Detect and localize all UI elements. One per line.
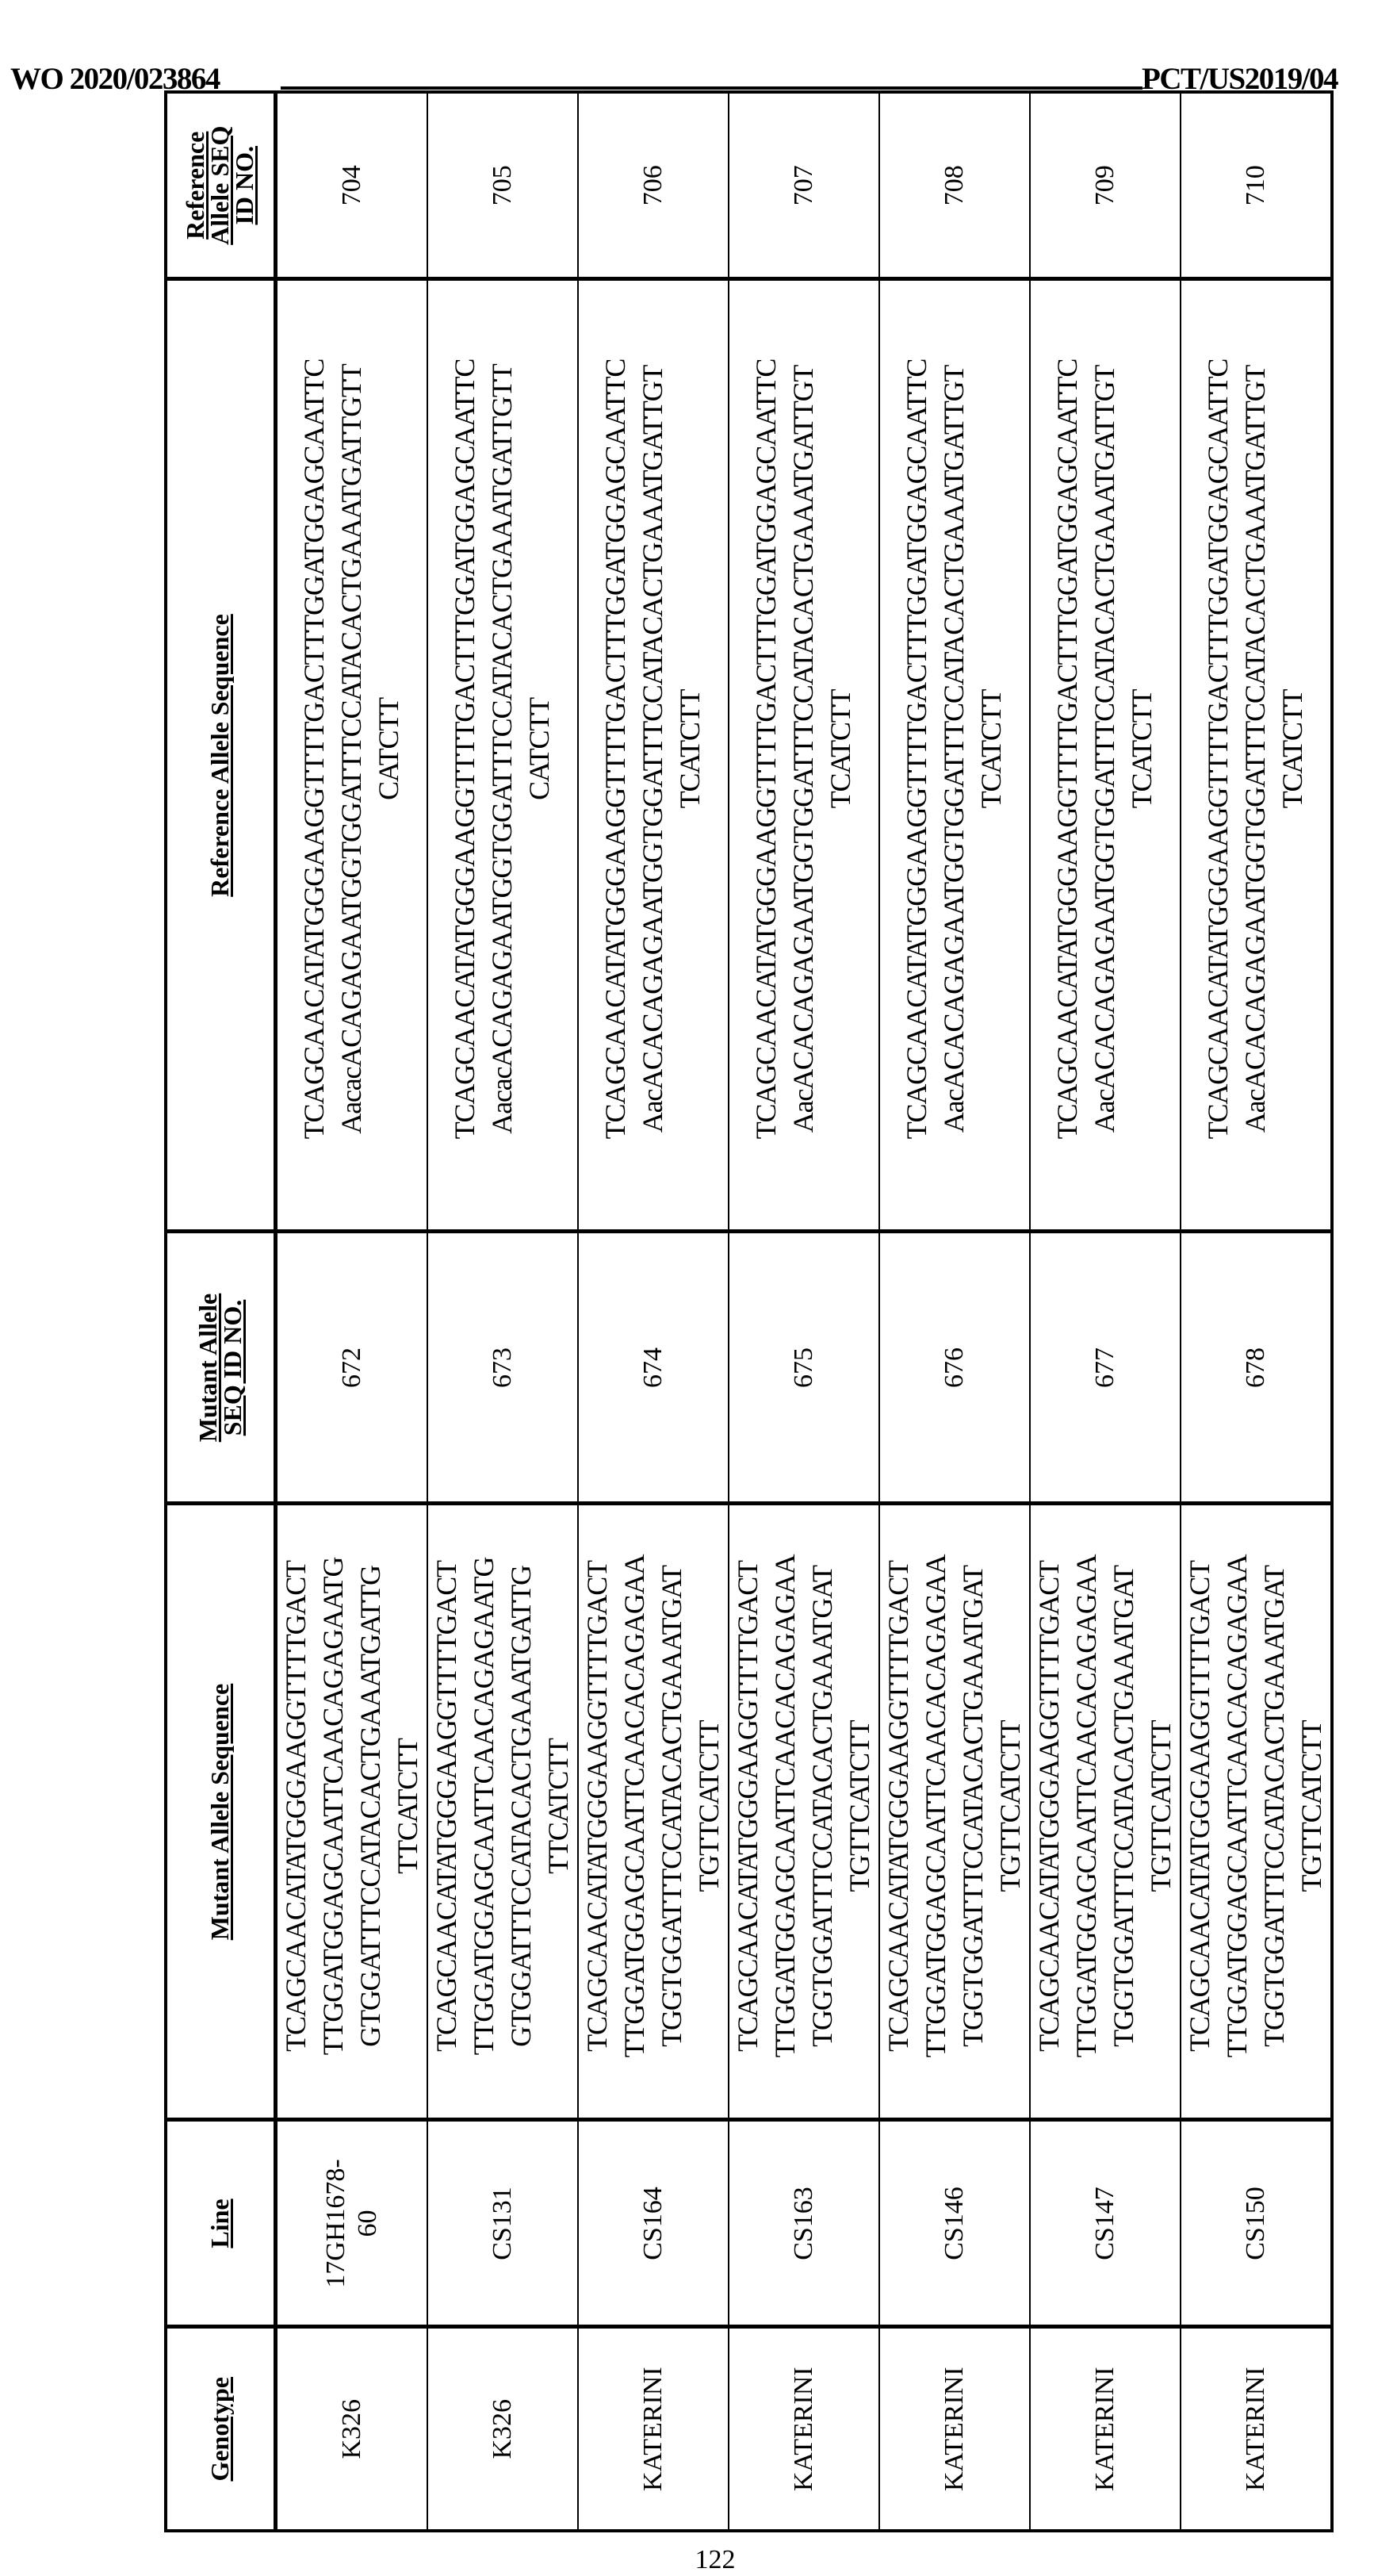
genotype-cell: K326 — [275, 2327, 427, 2531]
mutant-sequence-cell: TCAGCAACATATGGGAAGGTTTTGACT TTGGATGGAGCAATTCAACAGAGAATG GTGGATTTCCATACACTGAAATGATTG TTCATCTT — [427, 1504, 578, 2120]
line-cell: CS131 — [427, 2120, 578, 2327]
mutant-sequence-cell: TCAGCAACATATGGGAAGGTTTTGACT TTGGATGGAGCAATTCAACACAGAGAA TGGTGGATTTCCATACACTGAAATGAT TGTTCATCTT — [879, 1504, 1030, 2120]
genotype-cell: KATERINI — [578, 2327, 729, 2531]
mutant-seq-id-cell: 673 — [427, 1232, 578, 1504]
reference-sequence-cell: TCAGCAACATATGGGAAGGTTTTGACTTTGGATGGAGCAATTC AacacACAGAGAATGGTGGATTTCCATACACTGAAATGATTGTT CATCTT — [427, 279, 578, 1232]
mutant-seq-id-cell: 678 — [1181, 1232, 1332, 1504]
genotype-cell: KATERINI — [1030, 2327, 1181, 2531]
mutant-sequence-cell: TCAGCAACATATGGGAAGGTTTTGACT TTGGATGGAGCAATTCAACACAGAGAA TGGTGGATTTCCATACACTGAAATGAT TGTTCATCTT — [1030, 1504, 1181, 2120]
reference-seq-id-cell: 709 — [1030, 92, 1181, 279]
line-cell: CS147 — [1030, 2120, 1181, 2327]
table-row — [729, 92, 879, 2531]
page-header — [0, 0, 1374, 95]
mutant-seq-id-cell: 672 — [275, 1232, 427, 1504]
reference-sequence-cell: TCAGCAACATATGGGAAGGTTTTGACTTTGGATGGAGCAATTC AacACACAGAGAATGGTGGATTTCCATACACTGAAATGATTGT TCATCTT — [1030, 279, 1181, 1232]
reference-seq-id-cell: 710 — [1181, 92, 1332, 279]
header-mutant-allele-sequence: Mutant Allele Sequence — [166, 1504, 275, 2120]
table-row — [879, 92, 1030, 2531]
reference-sequence-cell: TCAGCAACATATGGGAAGGTTTTGACTTTGGATGGAGCAATTC AacacACAGAGAATGGTGGATTTCCATACACTGAAATGATTGTT CATCTT — [275, 279, 427, 1232]
mutant-sequence-cell: TCAGCAACATATGGGAAGGTTTTGACT TTGGATGGAGCAATTCAACAGAGAATG GTGGATTTCCATACACTGAAATGATTG TTCATCTT — [275, 1504, 427, 2120]
table-header-row — [166, 92, 275, 2531]
reference-sequence-cell: TCAGCAACATATGGGAAGGTTTTGACTTTGGATGGAGCAATTC AacACACAGAGAATGGTGGATTTCCATACACTGAAATGATTGT TCATCTT — [578, 279, 729, 1232]
line-cell: CS164 — [578, 2120, 729, 2327]
page-number: 122 — [695, 2545, 736, 2574]
mutant-sequence-cell: TCAGCAACATATGGGAAGGTTTTGACT TTGGATGGAGCAATTCAACACAGAGAA TGGTGGATTTCCATACACTGAAATGAT TGTTCATCTT — [578, 1504, 729, 2120]
genotype-cell: KATERINI — [729, 2327, 879, 2531]
reference-sequence-cell: TCAGCAACATATGGGAAGGTTTTGACTTTGGATGGAGCAATTC AacACACAGAGAATGGTGGATTTCCATACACTGAAATGATTGT TCATCTT — [879, 279, 1030, 1232]
header-reference-seq-id: Reference Allele SEQ ID NO. — [166, 92, 275, 279]
header-rule — [281, 86, 1142, 90]
header-reference-allele-sequence: Reference Allele Sequence — [166, 279, 275, 1232]
line-cell: 17GH1678- 60 — [275, 2120, 427, 2327]
mutant-seq-id-cell: 676 — [879, 1232, 1030, 1504]
mutant-sequence-cell: TCAGCAACATATGGGAAGGTTTTGACT TTGGATGGAGCAATTCAACACAGAGAA TGGTGGATTTCCATACACTGAAATGAT TGTTCATCTT — [729, 1504, 879, 2120]
reference-seq-id-cell: 708 — [879, 92, 1030, 279]
mutant-sequence-cell: TCAGCAACATATGGGAAGGTTTTGACT TTGGATGGAGCAATTCAACACAGAGAA TGGTGGATTTCCATACACTGAAATGAT TGTTCATCTT — [1181, 1504, 1332, 2120]
genotype-cell: KATERINI — [1181, 2327, 1332, 2531]
line-cell: CS146 — [879, 2120, 1030, 2327]
rotated-table-container — [164, 94, 1327, 2532]
mutant-seq-id-cell: 675 — [729, 1232, 879, 1504]
table-row — [578, 92, 729, 2531]
table-row — [1181, 92, 1332, 2531]
mutant-seq-id-cell: 677 — [1030, 1232, 1181, 1504]
line-cell: CS150 — [1181, 2120, 1332, 2327]
header-genotype: Genotype — [166, 2327, 275, 2531]
header-line: Line — [166, 2120, 275, 2327]
allele-sequence-table — [164, 90, 1334, 2532]
genotype-cell: KATERINI — [879, 2327, 1030, 2531]
table-row — [1030, 92, 1181, 2531]
reference-seq-id-cell: 707 — [729, 92, 879, 279]
genotype-cell: K326 — [427, 2327, 578, 2531]
line-cell: CS163 — [729, 2120, 879, 2327]
header-mutant-seq-id: Mutant Allele SEQ ID NO. — [166, 1232, 275, 1504]
application-number: PCT/US2019/04 — [1142, 62, 1338, 96]
table-row — [275, 92, 427, 2531]
reference-seq-id-cell: 705 — [427, 92, 578, 279]
publication-number: WO 2020/023864 — [10, 62, 220, 96]
reference-seq-id-cell: 706 — [578, 92, 729, 279]
reference-sequence-cell: TCAGCAACATATGGGAAGGTTTTGACTTTGGATGGAGCAATTC AacACACAGAGAATGGTGGATTTCCATACACTGAAATGATTGT TCATCTT — [1181, 279, 1332, 1232]
reference-seq-id-cell: 704 — [275, 92, 427, 279]
mutant-seq-id-cell: 674 — [578, 1232, 729, 1504]
reference-sequence-cell: TCAGCAACATATGGGAAGGTTTTGACTTTGGATGGAGCAATTC AacACACAGAGAATGGTGGATTTCCATACACTGAAATGATTGT TCATCTT — [729, 279, 879, 1232]
table-row — [427, 92, 578, 2531]
